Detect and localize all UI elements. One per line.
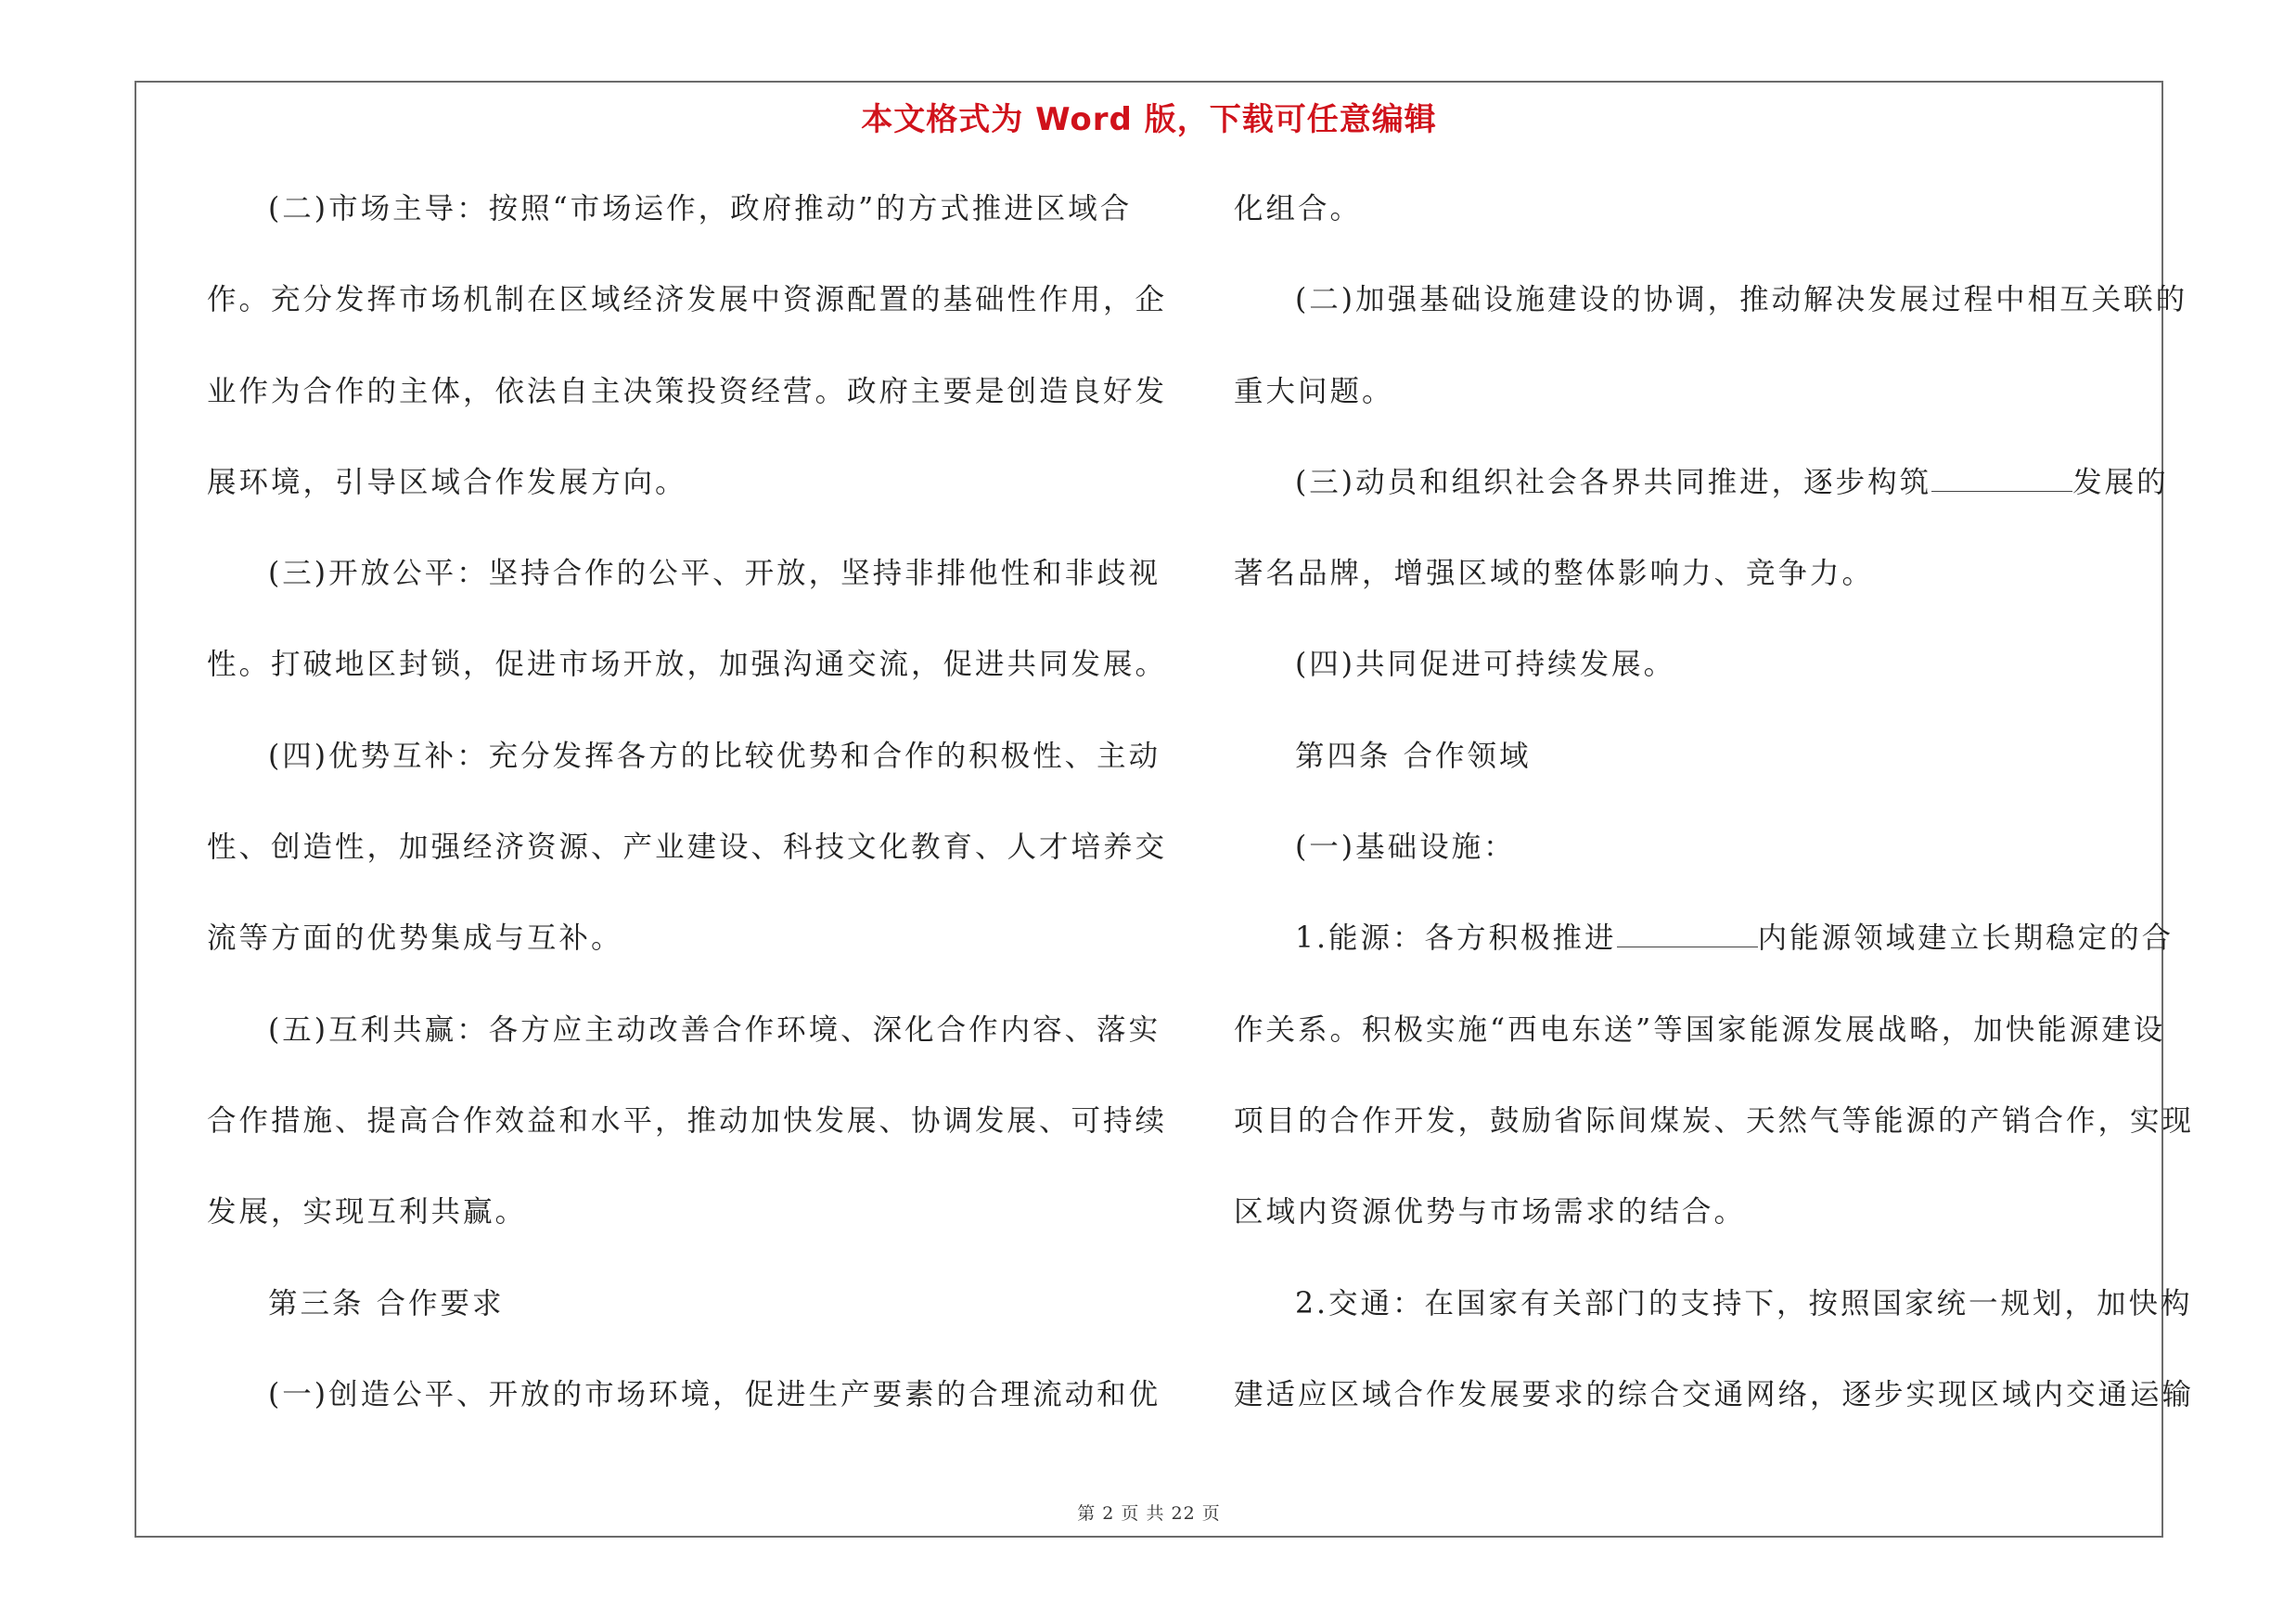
text-line: 第四条 合作领域: [1295, 739, 1532, 773]
text-line: 2.交通：在国家有关部门的支持下，按照国家统一规划，加快构: [1295, 1286, 2193, 1320]
text-line: (一)创造公平、开放的市场环境，促进生产要素的合理流动和优: [268, 1377, 1161, 1411]
text-line: (二)加强基础设施建设的协调，推动解决发展过程中相互关联的: [1295, 283, 2188, 317]
text-line: 展环境，引导区域合作发展方向。: [207, 465, 687, 499]
page-frame: [135, 81, 2195, 1538]
right-text-column: [1234, 184, 2195, 1461]
left-text-column: [207, 184, 1168, 1461]
text-line: [1234, 457, 2169, 548]
text-line: 作关系。积极实施“西电东送”等国家能源发展战略，加快能源建设: [1234, 1012, 2166, 1047]
text-line: 发展，实现互利共赢。: [207, 1195, 528, 1230]
text-line: 区域内资源优势与市场需求的结合。: [1234, 1195, 1747, 1230]
text-segment: 内能源领域建立长期稳定的合: [1757, 921, 2174, 956]
fill-in-blank: [1931, 463, 2072, 492]
text-segment: 1.能源：各方积极推进: [1295, 921, 1617, 956]
text-line: (四)共同促进可持续发展。: [1295, 648, 1676, 682]
text-line: (一)基础设施：: [1295, 831, 1516, 865]
text-line: 项目的合作开发，鼓励省际间煤炭、天然气等能源的产销合作，实现: [1234, 1103, 2195, 1138]
document-header-notice: 本文格式为 Word 版，下载可任意编辑: [861, 101, 1437, 138]
page-number-footer: 第 2 页 共 22 页: [1077, 1503, 1221, 1524]
text-line: 建适应区域合作发展要求的综合交通网络，逐步实现区域内交通运输: [1234, 1377, 2195, 1411]
fill-in-blank: [1617, 919, 1758, 947]
text-line: (三)开放公平：坚持合作的公平、开放，坚持非排他性和非歧视: [268, 557, 1161, 591]
text-line: 重大问题。: [1234, 374, 1394, 408]
text-line: 性。打破地区封锁，促进市场开放，加强沟通交流，促进共同发展。: [207, 648, 1168, 682]
text-line: [1234, 913, 2174, 1004]
text-segment: 发展的: [2072, 465, 2169, 499]
text-line: 流等方面的优势集成与互补。: [207, 921, 623, 956]
text-line: 化组合。: [1234, 192, 1363, 225]
text-line: 第三条 合作要求: [268, 1286, 505, 1320]
text-line: (五)互利共赢：各方应主动改善合作环境、深化合作内容、落实: [268, 1012, 1161, 1047]
text-line: 著名品牌，增强区域的整体影响力、竞争力。: [1234, 557, 1875, 591]
text-segment: (三)动员和组织社会各界共同推进，逐步构筑: [1295, 465, 1932, 499]
text-line: 性、创造性，加强经济资源、产业建设、科技文化教育、人才培养交: [207, 831, 1168, 865]
text-line: 合作措施、提高合作效益和水平，推动加快发展、协调发展、可持续: [207, 1103, 1168, 1138]
text-line: (四)优势互补：充分发挥各方的比较优势和合作的积极性、主动: [268, 739, 1161, 773]
text-line: 业作为合作的主体，依法自主决策投资经营。政府主要是创造良好发: [207, 374, 1168, 408]
text-line: (二)市场主导：按照“市场运作，政府推动”的方式推进区域合: [268, 192, 1133, 225]
text-line: 作。充分发挥市场机制在区域经济发展中资源配置的基础性作用，企: [207, 283, 1168, 317]
